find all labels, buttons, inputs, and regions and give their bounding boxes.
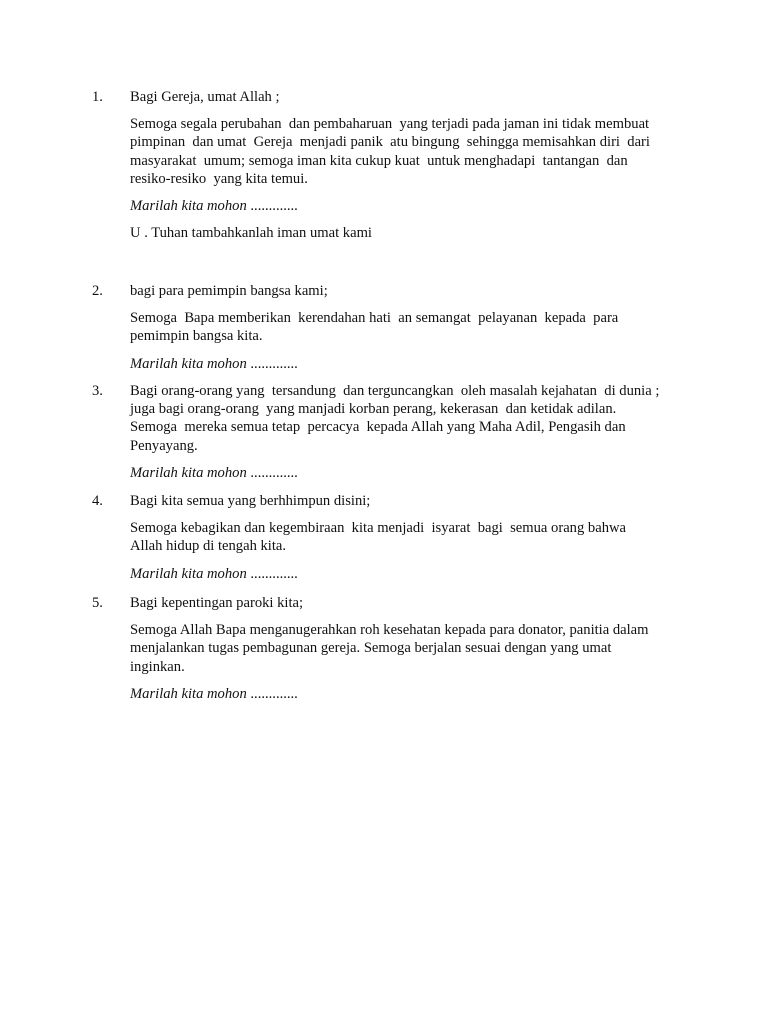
prompt-italic: Marilah kita mohon [130, 685, 247, 702]
item-heading: Bagi kepentingan paroki kita; [130, 595, 304, 611]
item-number: 4. [92, 493, 103, 509]
item-content [130, 88, 660, 251]
item-prompt [130, 565, 660, 583]
item-prompt [130, 355, 660, 373]
prompt-dots: ............. [246, 685, 298, 702]
item-prompt [130, 685, 660, 703]
item-content [130, 492, 660, 592]
item-response: U . Tuhan tambahkanlah iman umat kami [130, 225, 372, 242]
item-number: 1. [92, 89, 103, 105]
prompt-dots: ............. [246, 355, 298, 372]
item-content [130, 382, 664, 491]
item-heading: Bagi orang-orang yang tersandung dan terguncangkan oleh masalah kejahatan di dunia ; juga bagi orang-orang yang manjadi korban perang, kekerasan dan ketidak adilan. Semoga mereka semua tetap percacya kepada Allah yang Maha Adil, Pengasih dan Penyayang. [130, 383, 664, 454]
prompt-dots: ............. [246, 464, 298, 481]
prompt-italic: Marilah kita mohon [130, 198, 247, 215]
prompt-dots: ............. [246, 565, 298, 582]
item-body: Semoga Allah Bapa menganugerahkan roh kesehatan kepada para donator, panitia dalam menjalankan tugas pembagunan gereja. Semoga berjalan sesuai dengan yang umat inginkan. [130, 622, 653, 675]
prompt-italic: Marilah kita mohon [130, 464, 247, 481]
item-prompt [130, 464, 660, 482]
item-body: Semoga kebagikan dan kegembiraan kita menjadi isyarat bagi semua orang bahwa Allah hidup di tengah kita. [130, 520, 629, 555]
item-body: Semoga segala perubahan dan pembaharuan yang terjadi pada jaman ini tidak membuat pimpinan dan umat Gereja menjadi panik atu bingung sehingga memisahkan diri dari masyarakat umum; semoga iman kita cukup kuat untuk menghadapi tantangan dan resiko-resiko yang kita temui. [130, 116, 654, 187]
item-number: 5. [92, 595, 103, 611]
item-content [130, 282, 660, 382]
item-number: 2. [92, 283, 103, 299]
item-prompt [130, 197, 660, 215]
prompt-italic: Marilah kita mohon [130, 565, 247, 582]
item-number: 3. [92, 383, 103, 399]
item-heading: bagi para pemimpin bangsa kami; [130, 283, 328, 299]
prompt-dots: ............. [246, 198, 298, 215]
item-heading: Bagi kita semua yang berhhimpun disini; [130, 493, 371, 509]
item-content [130, 594, 660, 712]
prompt-italic: Marilah kita mohon [130, 355, 247, 372]
item-heading: Bagi Gereja, umat Allah ; [130, 89, 280, 105]
item-body: Semoga Bapa memberikan kerendahan hati an semangat pelayanan kepada para pemimpin bangsa kita. [130, 310, 622, 345]
